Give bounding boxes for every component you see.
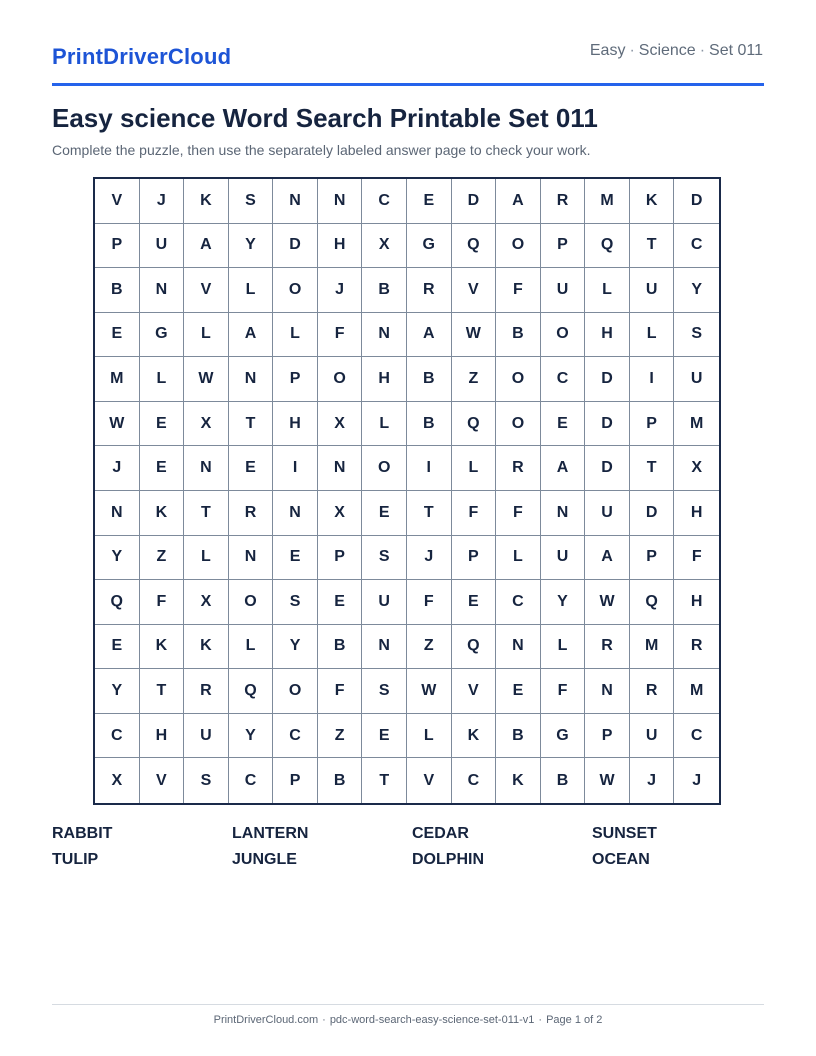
grid-cell: E — [140, 446, 185, 491]
grid-cell: U — [585, 491, 630, 536]
grid-cell: M — [585, 179, 630, 224]
grid-cell: K — [630, 179, 675, 224]
grid-cell: J — [318, 268, 363, 313]
grid-cell: N — [585, 669, 630, 714]
grid-cell: E — [95, 313, 140, 358]
grid-cell: D — [585, 402, 630, 447]
grid-cell: F — [452, 491, 497, 536]
grid-cell: V — [407, 758, 452, 803]
grid-cell: R — [407, 268, 452, 313]
grid-cell: D — [273, 224, 318, 269]
grid-cell: L — [362, 402, 407, 447]
grid-cell: Q — [452, 625, 497, 670]
grid-cell: B — [496, 714, 541, 759]
grid-cell: H — [674, 580, 719, 625]
grid-cell: Y — [229, 224, 274, 269]
grid-cell: L — [229, 268, 274, 313]
grid-cell: T — [184, 491, 229, 536]
grid-cell: O — [273, 268, 318, 313]
grid-cell: B — [541, 758, 586, 803]
grid-cell: E — [318, 580, 363, 625]
grid-cell: B — [318, 758, 363, 803]
grid-cell: R — [585, 625, 630, 670]
grid-cell: G — [140, 313, 185, 358]
grid-cell: W — [452, 313, 497, 358]
grid-cell: J — [140, 179, 185, 224]
footer-separator: · — [322, 1014, 326, 1026]
grid-cell: I — [273, 446, 318, 491]
grid-cell: N — [362, 313, 407, 358]
grid-cell: L — [541, 625, 586, 670]
word-list-item: SUNSET — [592, 825, 657, 842]
grid-cell: N — [229, 536, 274, 581]
grid-cell: U — [630, 268, 675, 313]
footer-page-label: Page 1 of 2 — [546, 1014, 603, 1026]
grid-cell: C — [674, 714, 719, 759]
grid-cell: H — [140, 714, 185, 759]
grid-cell: F — [407, 580, 452, 625]
grid-cell: W — [95, 402, 140, 447]
grid-cell: U — [541, 536, 586, 581]
grid-cell: G — [407, 224, 452, 269]
grid-cell: U — [184, 714, 229, 759]
grid-cell: E — [140, 402, 185, 447]
grid-cell: L — [273, 313, 318, 358]
grid-cell: P — [630, 536, 675, 581]
grid-cell: H — [362, 357, 407, 402]
grid-cell: I — [630, 357, 675, 402]
word-list-item: OCEAN — [592, 851, 650, 868]
grid-cell: Q — [630, 580, 675, 625]
grid-cell: S — [184, 758, 229, 803]
grid-cell: U — [362, 580, 407, 625]
grid-cell: D — [585, 446, 630, 491]
grid-cell: N — [318, 179, 363, 224]
grid-cell: Z — [452, 357, 497, 402]
breadcrumb-separator: · — [629, 42, 635, 59]
grid-cell: U — [541, 268, 586, 313]
grid-cell: E — [229, 446, 274, 491]
grid-cell: F — [496, 268, 541, 313]
grid-cell: V — [140, 758, 185, 803]
grid-cell: M — [630, 625, 675, 670]
grid-cell: F — [318, 313, 363, 358]
grid-cell: Y — [229, 714, 274, 759]
grid-cell: B — [407, 357, 452, 402]
grid-cell: A — [229, 313, 274, 358]
grid-cell: Y — [95, 669, 140, 714]
grid-cell: Y — [95, 536, 140, 581]
grid-cell: L — [585, 268, 630, 313]
grid-cell: Q — [452, 224, 497, 269]
grid-cell: C — [452, 758, 497, 803]
grid-cell: U — [630, 714, 675, 759]
grid-cell: K — [184, 179, 229, 224]
grid-cell: Y — [273, 625, 318, 670]
grid-cell: W — [585, 758, 630, 803]
grid-cell: Y — [541, 580, 586, 625]
grid-cell: H — [318, 224, 363, 269]
grid-cell: E — [496, 669, 541, 714]
grid-cell: Q — [585, 224, 630, 269]
grid-cell: Q — [95, 580, 140, 625]
grid-cell: A — [496, 179, 541, 224]
grid-cell: J — [407, 536, 452, 581]
word-list-item: RABBIT — [52, 825, 113, 842]
grid-cell: N — [184, 446, 229, 491]
grid-cell: T — [630, 224, 675, 269]
grid-cell: N — [95, 491, 140, 536]
grid-cell: X — [184, 580, 229, 625]
grid-cell: D — [674, 179, 719, 224]
grid-cell: P — [95, 224, 140, 269]
grid-cell: U — [674, 357, 719, 402]
grid-cell: P — [273, 357, 318, 402]
header-divider — [52, 83, 764, 86]
grid-cell: X — [95, 758, 140, 803]
grid-cell: N — [273, 179, 318, 224]
grid-cell: O — [496, 224, 541, 269]
grid-cell: H — [585, 313, 630, 358]
grid-cell: L — [407, 714, 452, 759]
grid-cell: P — [630, 402, 675, 447]
grid-cell: J — [630, 758, 675, 803]
grid-cell: X — [362, 224, 407, 269]
breadcrumb-item-category: Science — [638, 42, 696, 59]
grid-cell: L — [630, 313, 675, 358]
grid-cell: A — [541, 446, 586, 491]
grid-cell: Z — [318, 714, 363, 759]
grid-cell: N — [541, 491, 586, 536]
grid-cell: K — [184, 625, 229, 670]
footer-site: PrintDriverCloud.com — [213, 1014, 319, 1026]
grid-cell: P — [318, 536, 363, 581]
word-list-item: DOLPHIN — [412, 851, 484, 868]
grid-cell: M — [674, 669, 719, 714]
grid-cell: N — [362, 625, 407, 670]
grid-cell: K — [140, 491, 185, 536]
grid-cell: O — [229, 580, 274, 625]
grid-cell: T — [362, 758, 407, 803]
grid-cell: R — [630, 669, 675, 714]
breadcrumb — [590, 42, 763, 60]
word-search-grid — [93, 177, 721, 805]
grid-cell: M — [95, 357, 140, 402]
grid-cell: Y — [674, 268, 719, 313]
grid-cell: W — [184, 357, 229, 402]
grid-cell: X — [184, 402, 229, 447]
grid-cell: O — [496, 357, 541, 402]
word-list-item: TULIP — [52, 851, 99, 868]
breadcrumb-item-difficulty: Easy — [589, 42, 626, 59]
grid-cell: J — [692, 771, 702, 789]
grid-cell: S — [229, 179, 274, 224]
grid-cell: O — [318, 357, 363, 402]
grid-cell: M — [674, 402, 719, 447]
grid-cell: C — [229, 758, 274, 803]
grid-cell: C — [674, 224, 719, 269]
footer-separator: · — [538, 1014, 543, 1026]
grid-cell: J — [95, 446, 140, 491]
word-list-item: CEDAR — [412, 825, 469, 842]
grid-cell: R — [496, 446, 541, 491]
grid-cell: A — [585, 536, 630, 581]
grid-cell: D — [585, 357, 630, 402]
breadcrumb-item-set: Set 011 — [709, 42, 763, 59]
grid-cell: C — [95, 714, 140, 759]
grid-cell: S — [362, 669, 407, 714]
grid-cell: B — [318, 625, 363, 670]
grid-cell: P — [585, 714, 630, 759]
grid-cell: C — [362, 179, 407, 224]
grid-cell: V — [95, 179, 140, 224]
grid-cell: Z — [407, 625, 452, 670]
grid-cell: V — [452, 669, 497, 714]
grid-cell: R — [674, 625, 719, 670]
grid-cell: B — [496, 313, 541, 358]
grid-cell: K — [452, 714, 497, 759]
grid-cell: T — [140, 669, 185, 714]
grid-cell: L — [140, 357, 185, 402]
grid-cell: B — [407, 402, 452, 447]
grid-cell: F — [140, 580, 185, 625]
grid-cell: N — [229, 357, 274, 402]
word-list — [52, 825, 772, 877]
grid-cell: D — [452, 179, 497, 224]
grid-cell: N — [273, 491, 318, 536]
grid-cell: Q — [452, 402, 497, 447]
page-footer — [0, 1014, 816, 1026]
grid-cell: P — [541, 224, 586, 269]
grid-cell: O — [496, 402, 541, 447]
grid-cell: C — [273, 714, 318, 759]
grid-cell: E — [95, 625, 140, 670]
grid-cell: W — [585, 580, 630, 625]
grid-cell: E — [452, 580, 497, 625]
grid-cell: L — [229, 625, 274, 670]
grid-cell: L — [184, 313, 229, 358]
grid-cell: S — [273, 580, 318, 625]
grid-cell: D — [630, 491, 675, 536]
grid-cell: T — [229, 402, 274, 447]
grid-cell: G — [541, 714, 586, 759]
grid-cell: C — [541, 357, 586, 402]
grid-cell: A — [407, 313, 452, 358]
brand-logo-text[interactable]: PrintDriverCloud — [52, 44, 232, 69]
grid-cell: O — [273, 669, 318, 714]
grid-cell: H — [273, 402, 318, 447]
grid-cell: S — [674, 313, 719, 358]
grid-cell: V — [184, 268, 229, 313]
page-subtitle: Complete the puzzle, then use the separately labeled answer page to check your work. — [52, 142, 591, 158]
grid-cell: O — [541, 313, 586, 358]
grid-cell: C — [496, 580, 541, 625]
grid-cell: B — [362, 268, 407, 313]
grid-cell: W — [407, 669, 452, 714]
breadcrumb-separator: · — [699, 42, 706, 59]
footer-divider — [52, 1004, 764, 1005]
grid-cell: R — [184, 669, 229, 714]
grid-cell: L — [452, 446, 497, 491]
grid-cell: E — [362, 491, 407, 536]
grid-cell: O — [362, 446, 407, 491]
word-list-item: JUNGLE — [232, 851, 297, 868]
grid-cell: E — [362, 714, 407, 759]
grid-cell: R — [541, 179, 586, 224]
grid-cell: A — [184, 224, 229, 269]
grid-cell: P — [452, 536, 497, 581]
grid-cell: X — [674, 446, 719, 491]
grid-cell: K — [496, 758, 541, 803]
grid-cell: Q — [229, 669, 274, 714]
grid-cell: N — [140, 268, 185, 313]
grid-cell: N — [496, 625, 541, 670]
grid-cell: U — [140, 224, 185, 269]
grid-cell: E — [541, 402, 586, 447]
grid-cell: L — [184, 536, 229, 581]
grid-cell: E — [407, 179, 452, 224]
word-list-item: LANTERN — [232, 825, 309, 842]
grid-cell: K — [140, 625, 185, 670]
page-title: Easy science Word Search Printable Set 011 — [52, 103, 598, 133]
grid-cell: X — [318, 491, 363, 536]
grid-cell: X — [318, 402, 363, 447]
grid-cell: B — [95, 268, 140, 313]
grid-cell: F — [318, 669, 363, 714]
grid-cell: F — [674, 536, 719, 581]
grid-cell: P — [273, 758, 318, 803]
grid-cell: F — [541, 669, 586, 714]
grid-cell: Z — [140, 536, 185, 581]
grid-cell: L — [496, 536, 541, 581]
grid-cell: V — [452, 268, 497, 313]
footer-doc-id: pdc-word-search-easy-science-set-011-v1 — [329, 1014, 535, 1026]
grid-cell: F — [496, 491, 541, 536]
grid-cell: E — [273, 536, 318, 581]
grid-cell: H — [674, 491, 719, 536]
grid-cell: T — [407, 491, 452, 536]
grid-cell: N — [318, 446, 363, 491]
grid-cell: T — [630, 446, 675, 491]
grid-cell: R — [229, 491, 274, 536]
grid-cell: S — [362, 536, 407, 581]
grid-cell: I — [407, 446, 452, 491]
